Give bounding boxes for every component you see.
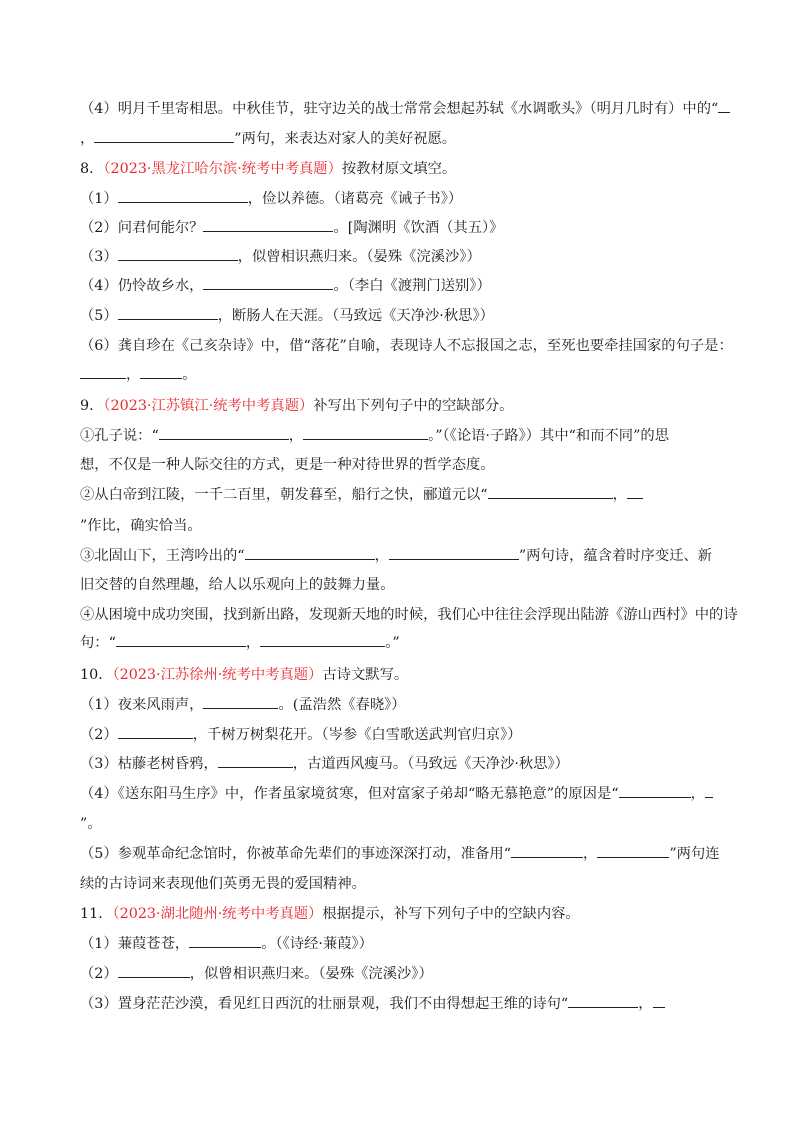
q11-heading: 11．（2023·湖北随州·统考中考真题）根据提示，补写下列句子中的空缺内容。 — [80, 906, 580, 922]
answer-blank[interactable] — [80, 365, 126, 379]
answer-blank[interactable] — [718, 99, 730, 113]
q8-item6-line1: （6）龚自珍在《己亥杂诗》中，借“落花”自喻，表现诗人不忘报国之志，至死也要牵挂国家的句子是： — [80, 338, 733, 354]
q8-item2: （2）问君何能尔？ 。[陶渊明《饮酒（其五）》 — [80, 220, 504, 236]
q8-item4: （4）仍怜故乡水， 。（李白《渡荆门送别》） — [80, 278, 491, 294]
q9-heading: 9．（2023·江苏镇江·统考中考真题）补写出下列句子中的空缺部分。 — [80, 398, 514, 414]
q11-item1: （1）蒹葭苍苍， 。（《诗经·蒹葭》） — [80, 936, 373, 952]
answer-blank[interactable] — [118, 725, 193, 739]
q10-item4-line1: （4）《送东阳马生序》中，作者虽家境贫寒，但对富家子弟却“略无慕艳意”的原因是“ ， — [80, 784, 740, 804]
q9-item1-line2: 想，不仅是一种人际交往的方式，更是一种对待世界的哲学态度。 — [80, 457, 495, 473]
q7-item4-line2: ， ”两句，来表达对家人的美好祝愿。 — [80, 131, 457, 147]
answer-blank[interactable] — [260, 633, 385, 647]
q10-item1: （1）夜来风雨声， 。(孟浩然《春晓》） — [80, 697, 406, 713]
answer-blank[interactable] — [118, 964, 190, 978]
q11-item2: （2） ，似曾相识燕归来。（晏殊《浣溪沙》） — [80, 966, 433, 982]
q8-source: （2023·黑龙江哈尔滨·统考中考真题） — [103, 161, 342, 177]
answer-blank[interactable] — [568, 994, 638, 1008]
q8-item1: （1） ，俭以养德。（诸葛亮《诫子书》） — [80, 191, 463, 207]
answer-blank[interactable] — [94, 129, 234, 143]
answer-blank[interactable] — [597, 844, 669, 858]
q10-item3: （3）枯藤老树昏鸦， ，古道西风瘦马。（马致远《天净沙·秋思》） — [80, 756, 569, 772]
answer-blank[interactable] — [203, 276, 333, 290]
q11-source: （2023·湖北随州·统考中考真题） — [112, 906, 323, 922]
answer-blank[interactable] — [705, 784, 713, 798]
answer-blank[interactable] — [118, 247, 238, 261]
q9-item4-line2: 句：“ ， 。” — [80, 635, 400, 651]
answer-blank[interactable] — [488, 485, 613, 499]
q9-item3-line2: 旧交替的自然理趣，给人以乐观向上的鼓舞力量。 — [80, 577, 395, 593]
q10-heading: 10．（2023·江苏徐州·统考中考真题）古诗文默写。 — [80, 667, 409, 683]
q11-item3-line1: （3）置身茫茫沙漠，看见红日西沉的壮丽景观，我们不由得想起王维的诗句“ ， — [80, 994, 740, 1014]
answer-blank[interactable] — [303, 426, 428, 440]
answer-blank[interactable] — [245, 546, 375, 560]
answer-blank[interactable] — [218, 754, 293, 768]
answer-blank[interactable] — [140, 365, 182, 379]
answer-blank[interactable] — [627, 485, 643, 499]
answer-blank[interactable] — [389, 546, 519, 560]
answer-blank[interactable] — [203, 695, 278, 709]
q8-item5: （5） ，断肠人在天涯。（马致远《天净沙·秋思》） — [80, 308, 494, 324]
q9-item3-line1: ③北固山下，王湾吟出的“ ， ”两句诗，蕴含着时序变迁、新 — [80, 548, 713, 564]
q9-item2-line2: ”作比，确实恰当。 — [80, 518, 202, 534]
q9-item4-line1: ④从困境中成功突围，找到新出路，发现新天地的时候，我们心中往往会浮现出陆游《游山西村》中的诗 — [80, 607, 738, 623]
answer-blank[interactable] — [653, 994, 665, 1008]
q10-item5-line1: （5）参观革命纪念馆时，你被革命先辈们的事迹深深打动，准备用“ ， ”两句连 — [80, 846, 720, 862]
answer-blank[interactable] — [189, 934, 261, 948]
q8-heading: 8．（2023·黑龙江哈尔滨·统考中考真题）按教材原文填空。 — [80, 161, 457, 177]
q10-source: （2023·江苏徐州·统考中考真题） — [112, 667, 323, 683]
q10-item5-line2: 续的古诗词来表现他们英勇无畏的爱国精神。 — [80, 876, 366, 892]
q10-item2: （2） ，千树万树梨花开。（岑参《白雪歌送武判官归京》） — [80, 727, 522, 743]
q8-item6-line2: ， 。 — [80, 365, 740, 385]
answer-blank[interactable] — [619, 784, 691, 798]
q9-item2-line1: ②从白帝到江陵，一千二百里，朝发暮至，船行之快，郦道元以“ ， — [80, 485, 740, 505]
answer-blank[interactable] — [511, 844, 583, 858]
answer-blank[interactable] — [118, 306, 218, 320]
answer-blank[interactable] — [118, 189, 248, 203]
answer-blank[interactable] — [116, 633, 246, 647]
q7-item4-line1: （4）明月千里寄相思。中秋佳节，驻守边关的战士常常会想起苏轼《水调歌头》（明月几时有）中的“ — [80, 99, 740, 119]
q9-item1-line1: ①孔子说：“ ， 。”（《论语·子路》）其中“和而不同”的思 — [80, 428, 670, 444]
answer-blank[interactable] — [203, 218, 333, 232]
q9-source: （2023·江苏镇江·统考中考真题） — [103, 398, 314, 414]
q8-item3: （3） ，似曾相识燕归来。（晏殊《浣溪沙》） — [80, 249, 481, 265]
q10-item4-line2: ”。 — [80, 816, 102, 832]
answer-blank[interactable] — [159, 426, 289, 440]
